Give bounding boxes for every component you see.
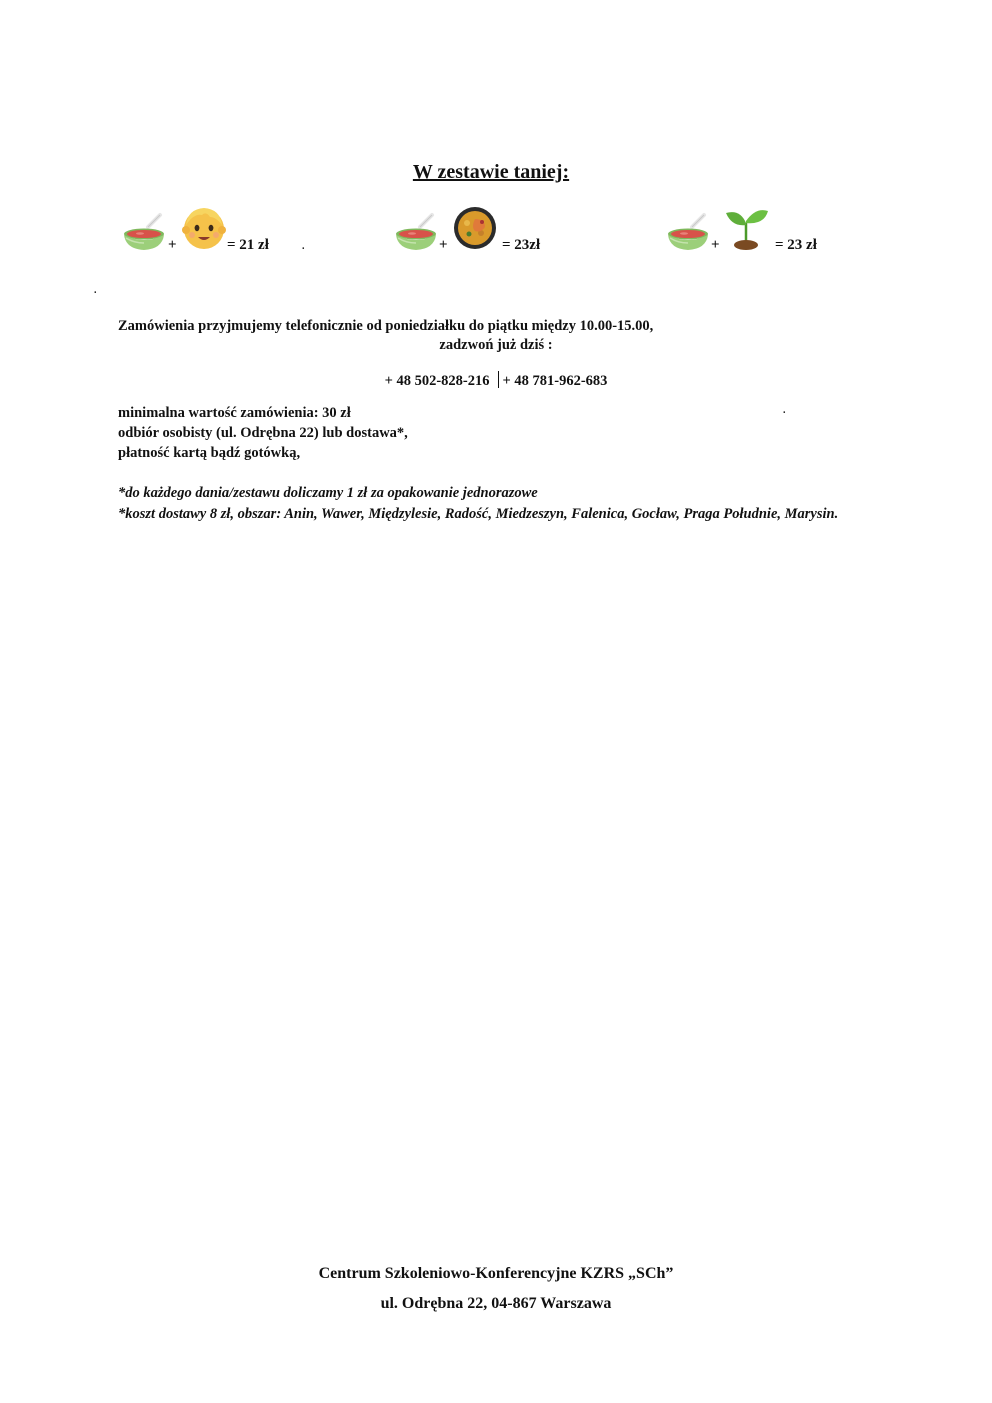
soup-bowl-icon (120, 207, 168, 255)
pickup-delivery-text: odbiór osobisty (ul. Odrębna 22) lub dostawa*, (118, 425, 408, 441)
combo-soup-icon-1 (120, 207, 168, 260)
combo-price-3: = 23 zł (775, 237, 817, 253)
seedling-icon (722, 203, 770, 256)
combo-soup-icon-2 (392, 207, 440, 260)
combo-plus-2: + (439, 237, 448, 253)
min-order-text: minimalna wartość zamówienia: 30 zł (118, 405, 351, 421)
dot-mark: . (783, 405, 786, 416)
phone-number-2[interactable]: + 48 781-962-683 (502, 373, 608, 389)
combo-soup-icon-3 (664, 207, 712, 260)
packaging-note: *do każdego dania/zestawu doliczamy 1 zł za opakowanie jednorazowe (118, 485, 538, 501)
baby-face-icon (180, 203, 228, 256)
soup-bowl-icon (392, 207, 440, 255)
payment-text: płatność kartą bądź gotówką, (118, 445, 301, 461)
delivery-note: *koszt dostawy 8 zł, obszar: Anin, Wawer, Międzylesie, Radość, Miedzeszyn, Falenica, Gocław, Praga Południe, Marysin. (118, 506, 839, 522)
page-title: W zestawie taniej: (412, 161, 570, 183)
phone-number-1[interactable]: + 48 502-828-216 (384, 373, 490, 389)
combo-price-2: = 23zł (502, 237, 541, 253)
combo-plus-1: + (168, 237, 177, 253)
dot-mark: . (94, 285, 97, 296)
combo-plus-3: + (711, 237, 720, 253)
paella-pan-icon (451, 203, 499, 256)
dot-mark: . (302, 241, 305, 252)
phone-separator (498, 371, 499, 388)
footer-address: ul. Odrębna 22, 04-867 Warszawa (380, 1295, 612, 1312)
phone-numbers (0, 371, 992, 390)
order-hours-text: Zamówienia przyjmujemy telefonicznie od poniedziałku do piątku między 10.00-15.00, (118, 318, 654, 334)
footer-company-name: Centrum Szkoleniowo-Konferencyjne KZRS „SCh” (318, 1265, 674, 1282)
call-today-text: zadzwoń już dziś : (439, 337, 553, 353)
soup-bowl-icon (664, 207, 712, 255)
combo-price-1: = 21 zł (227, 237, 269, 253)
